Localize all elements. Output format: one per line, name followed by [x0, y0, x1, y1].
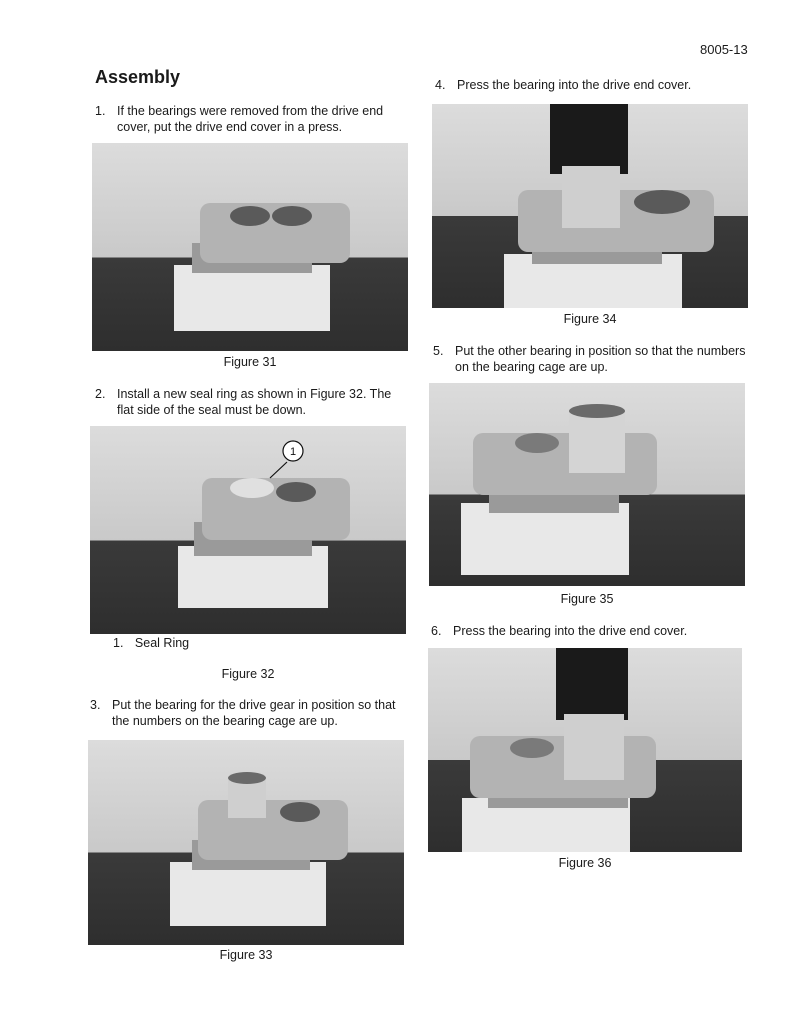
step-text: Install a new seal ring as shown in Figure 32. The flat side of the seal must be down. [117, 387, 392, 417]
step-text: Put the bearing for the drive gear in position so that the numbers on the bearing cage are up. [112, 698, 396, 728]
step-text: Put the other bearing in position so that the numbers on the bearing cage are up. [455, 344, 746, 374]
step-number: 5. [433, 344, 444, 358]
callout-number: 1 [289, 446, 297, 458]
step-text: Press the bearing into the drive end cover. [453, 624, 688, 638]
step-number: 4. [435, 78, 446, 92]
step-number: 1. [95, 104, 106, 118]
figure-32-photo [90, 426, 406, 634]
figure-33-photo [88, 740, 404, 945]
page-number: 8005-13 [700, 42, 748, 57]
step-6 [431, 623, 751, 641]
legend-number: 1. [113, 636, 124, 650]
figure-35-photo [429, 383, 745, 586]
step-number: 6. [431, 624, 442, 638]
step-1 [95, 103, 410, 137]
figure-36-photo [428, 648, 742, 852]
figure-34-photo [432, 104, 748, 308]
step-number: 3. [90, 698, 101, 712]
figure-33-caption: Figure 33 [219, 948, 273, 962]
figure-32-caption: Figure 32 [221, 667, 275, 681]
step-4 [435, 77, 755, 95]
step-number: 2. [95, 387, 106, 401]
figure-31-photo [92, 143, 408, 351]
figure-35-caption: Figure 35 [560, 592, 614, 606]
step-3 [90, 697, 410, 731]
callout-legend [113, 636, 313, 650]
figure-36-caption: Figure 36 [558, 856, 612, 870]
step-text: Press the bearing into the drive end cover. [457, 78, 692, 92]
step-text: If the bearings were removed from the drive end cover, put the drive end cover in a press. [117, 104, 384, 134]
figure-31-caption: Figure 31 [223, 355, 277, 369]
legend-text: Seal Ring [134, 636, 190, 650]
step-5 [433, 343, 748, 377]
section-heading: Assembly [95, 67, 181, 87]
figure-34-caption: Figure 34 [563, 312, 617, 326]
step-2 [95, 386, 410, 420]
